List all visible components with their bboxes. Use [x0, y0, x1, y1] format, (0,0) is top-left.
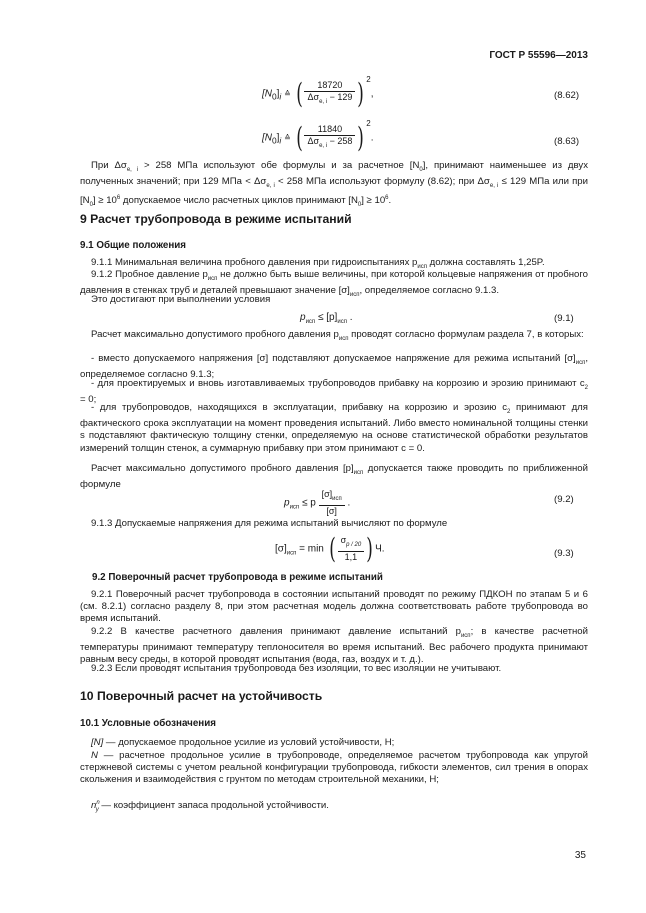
equation-number: (8.62): [554, 90, 580, 101]
list-item: - для трубопроводов, находящихся в эксплуатации, прибавку на коррозию и эрозию $c_2$ принимают для фактического срока эксплуатации на момент проведения испытаний. Либо вместо номинальной толщины стенки s подставляют фактическую толщину стенки, определяемую на основе статистической обработки результатов измерений толщин стенок, а суммарную прибавку при этом принимают c = 0.: [80, 402, 588, 454]
paragraph-9-2-3: 9.2.3 Если проводят испытания трубопровода без изоляции, то вес изоляции не учитывают.: [91, 663, 502, 674]
list-item: - вместо допускаемого напряжения [σ] подставляют допускаемое напряжение для режима испытаний $[\sigma]_{исп}$, определяемое согласно 9.1.3;: [80, 353, 588, 381]
running-header: ГОСТ Р 55596—2013: [489, 50, 588, 61]
paragraph-9-1-3: 9.1.3 Допускаемые напряжения для режима испытаний вычисляют по формуле: [91, 518, 448, 529]
formula-9-1: $p_{исп} \le [p]_{исп}$ .: [300, 312, 353, 325]
paragraph: Расчет максимально допустимого пробного давления $[p]_{исп}$ допускается также проводить по приближенной формуле: [80, 463, 588, 491]
section-heading-9: 9 Расчет трубопровода в режиме испытаний: [80, 212, 352, 226]
paragraph-9-1-1: 9.1.1 Минимальная величина пробного давления при гидроиспытаниях $p_{исп}$ должна составлять 1,25P.: [91, 257, 545, 270]
paragraph: При $\Delta\sigma_{e, i} > 258$ МПа используют обе формулы и за расчетное $[N_0]$, принимают наименьшее из двух полученных значений; при 129 МПа < $\Delta\sigma_{e, i} < 258$ МПа используют формулу (8.62); при $\Delta\sigma_{e, i} \le 129$ МПа или при $[N_0] \ge 10^6$ допускаемое число расчетных циклов принимают $[N_0] \ge 10^6$.: [80, 160, 588, 209]
equation-number: (9.2): [554, 494, 574, 505]
paragraph: Это достигают при выполнении условия: [91, 294, 271, 305]
equation-number: (9.1): [554, 313, 574, 324]
paragraph: Расчет максимально допустимого пробного давления $p_{исп}$ проводят согласно формулам раздела 7, в которых:: [91, 329, 584, 342]
formula-8-63: $[N_0]_i$ ≙ ( $\frac{11840}{\Delta\sigma_{e, i} - 258}$ ) $^2$.: [262, 119, 374, 154]
subsection-heading-9-2: 9.2 Поверочный расчет трубопровода в режиме испытаний: [92, 572, 383, 583]
paragraph-9-1-2: 9.1.2 Пробное давление $p_{исп}$ не должно быть выше величины, при которой кольцевые напряжения от пробного давления в стенках труб и деталей превышают значение $[\sigma]_{исп}$, определяемое согласно 9.1.3.: [80, 269, 588, 299]
list-item: - для проектируемых и вновь изготавливаемых трубопроводов прибавку на коррозию и эрозию принимают $c_2 = 0$;: [80, 378, 588, 406]
paragraph-9-2-2: 9.2.2 В качестве расчетного давления принимают давление испытаний $p_{исп}$; в качестве расчетной температуры принимают температуру теплоносителя во время испытаний. Вес рабочего продукта принимают равным весу среды, в которой проводят испытания (вода, газ, воздух и т. д.).: [80, 626, 588, 666]
equation-number: (8.63): [554, 136, 580, 147]
definition-item: $n^n_y$ — коэффициент запаса продольной устойчивости.: [91, 800, 329, 814]
page-number: 35: [574, 850, 586, 861]
definition-item: [N] — допускаемое продольное усилие из условий устойчивости, Н;: [91, 737, 395, 748]
definition-item: N — расчетное продольное усилие в трубопроводе, определяемое расчетом трубопровода как упругой стержневой системы с учетом реальной конфигурации трубопровода, гибкости элементов, сил трения в опорах скольжения и взаимодействия с грунтом по методам строительной механики, Н;: [80, 750, 588, 786]
formula-8-62: $[N_0]_i$ ≙ ( $\frac{18720}{\Delta\sigma_{e, i} - 129}$ ) $^2$,: [262, 75, 374, 110]
formula-9-3: $[\sigma]_{исп} = \min$ ( $\frac{\sigma_{p / 20}}{1,1}$ ) Ч.: [275, 532, 385, 565]
subsection-heading-9-1: 9.1 Общие положения: [80, 240, 187, 251]
section-heading-10: 10 Поверочный расчет на устойчивость: [80, 689, 323, 703]
equation-number: (9.3): [554, 548, 574, 559]
formula-9-2: $p_{исп} \le p$ $\frac{[\sigma]_{исп}}{[\sigma]}$ .: [284, 489, 351, 516]
subsection-heading-10-1: 10.1 Условные обозначения: [80, 718, 216, 729]
paragraph-9-2-1: 9.2.1 Поверочный расчет трубопровода в состоянии испытаний проводят по режиму ПДКОН по этапам 5 и 6 (см. 8.2.1) согласно разделу 8, при этом расчетная модель должна соответствовать работе трубопровода во время испытаний.: [80, 589, 588, 625]
